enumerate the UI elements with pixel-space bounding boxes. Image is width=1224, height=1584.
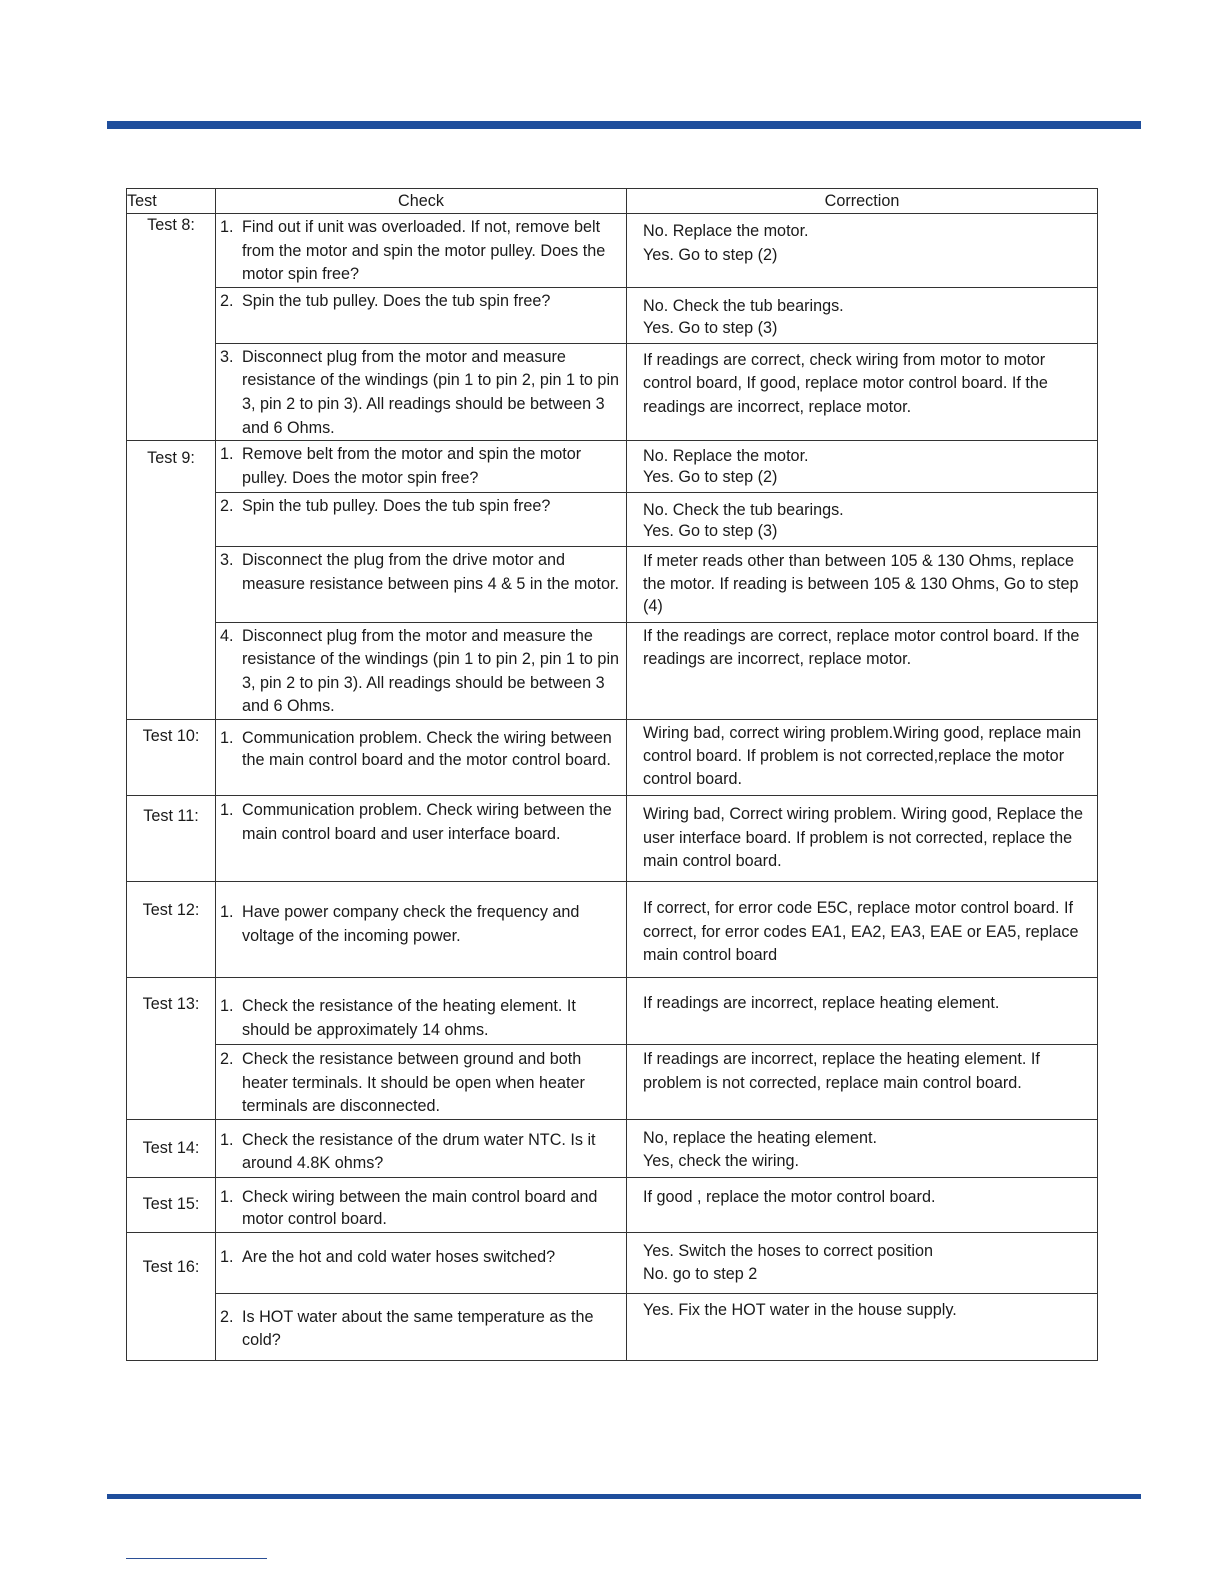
test-label: Test 10: [127, 720, 216, 796]
troubleshooting-table [126, 188, 1098, 1361]
correction-line: Wiring bad, correct wiring problem.Wiring good, replace main control board. If problem is not corrected,replace the motor control board. [643, 724, 1082, 789]
correction-cell [627, 882, 1098, 978]
table-row [127, 214, 1098, 288]
step-number: 4. [220, 626, 234, 645]
correction-cell [627, 214, 1098, 288]
correction-line: Wiring bad, Correct wiring problem. Wiring good, Replace the user interface board. If problem is not corrected, replace the main control board. [643, 805, 1083, 871]
check-text: Check the resistance of the drum water NTC. Is it around 4.8K ohms? [242, 1130, 596, 1172]
test-label: Test 13: [127, 978, 216, 1120]
check-text: Disconnect plug from the motor and measure resistance of the windings (pin 1 to pin 2, pin 1 to pin 3, pin 2 to pin 3). All readings should be between 3 and 6 Ohms. [242, 347, 620, 437]
check-cell [216, 441, 627, 493]
check-text: Spin the tub pulley. Does the tub spin free? [242, 291, 551, 310]
check-text: Are the hot and cold water hoses switched? [242, 1247, 556, 1266]
check-cell [216, 287, 627, 343]
step-number: 1. [220, 801, 234, 820]
table-row [127, 796, 1098, 882]
check-text: Communication problem. Check wiring between the main control board and user interface board. [242, 801, 612, 843]
check-text: Spin the tub pulley. Does the tub spin free? [242, 497, 551, 516]
table-row [127, 1119, 1098, 1177]
correction-cell [627, 1293, 1098, 1360]
correction-line: If readings are incorrect, replace heating element. [643, 994, 1000, 1013]
header-check: Check [216, 189, 627, 214]
correction-line: No. Check the tub bearings. Yes. Go to step (3) [643, 501, 844, 541]
table-row [127, 978, 1098, 1045]
check-cell [216, 1119, 627, 1177]
header-test: Test [127, 189, 216, 214]
check-text: Find out if unit was overloaded. If not, remove belt from the motor and spin the motor pulley. Does the motor spin free? [242, 218, 606, 284]
table-row [127, 547, 1098, 623]
correction-line: No, replace the heating element. Yes, check the wiring. [643, 1128, 877, 1170]
check-text: Communication problem. Check the wiring between the main control board and the motor control board. [242, 729, 612, 770]
correction-cell [627, 441, 1098, 493]
table-header-row [127, 189, 1098, 214]
step-number: 2. [220, 497, 234, 516]
test-label: Test 16: [127, 1232, 216, 1360]
correction-line: If readings are correct, check wiring from motor to motor control board, If good, replace motor control board. If the readings are incorrect, replace motor. [643, 350, 1048, 416]
step-number: 1. [220, 445, 234, 464]
test-label: Test 9: [127, 441, 216, 720]
correction-cell [627, 1232, 1098, 1293]
check-cell [216, 214, 627, 288]
check-cell [216, 1293, 627, 1360]
check-text: Check the resistance between ground and both heater terminals. It should be open when heater terminals are disconnected. [242, 1050, 585, 1116]
correction-line: No. Check the tub bearings. Yes. Go to step (3) [643, 296, 844, 337]
footer-underline [126, 1558, 267, 1559]
table-row [127, 622, 1098, 719]
test-label: Test 8: [127, 214, 216, 441]
step-number: 1. [220, 729, 234, 748]
correction-line: Yes. Switch the hoses to correct position No. go to step 2 [643, 1241, 934, 1284]
check-cell [216, 493, 627, 547]
check-text: Remove belt from the motor and spin the motor pulley. Does the motor spin free? [242, 445, 582, 487]
check-cell [216, 720, 627, 796]
check-cell [216, 978, 627, 1045]
correction-cell [627, 1177, 1098, 1232]
correction-line: Yes. Fix the HOT water in the house supply. [643, 1300, 957, 1319]
check-text: Is HOT water about the same temperature as the cold? [242, 1307, 594, 1350]
correction-cell [627, 720, 1098, 796]
correction-cell [627, 622, 1098, 719]
step-number: 1. [220, 1187, 234, 1206]
table-row [127, 441, 1098, 493]
correction-line: If readings are incorrect, replace the heating element. If problem is not corrected, replace main control board. [643, 1050, 1040, 1092]
correction-cell [627, 493, 1098, 547]
step-number: 2. [220, 1050, 234, 1069]
correction-line: If the readings are correct, replace motor control board. If the readings are incorrect, replace motor. [643, 626, 1080, 669]
correction-cell [627, 1119, 1098, 1177]
step-number: 1. [220, 997, 234, 1016]
test-label: Test 11: [127, 796, 216, 882]
step-number: 3. [220, 551, 234, 570]
correction-cell [627, 1045, 1098, 1120]
correction-cell [627, 796, 1098, 882]
check-cell [216, 622, 627, 719]
step-number: 1. [220, 903, 234, 922]
step-number: 1. [220, 1130, 234, 1149]
correction-cell [627, 287, 1098, 343]
table-row [127, 882, 1098, 978]
correction-line: If good , replace the motor control board. [643, 1187, 936, 1206]
check-text: Disconnect plug from the motor and measure the resistance of the windings (pin 1 to pin 2, pin 1 to pin 3, pin 2 to pin 3). All readings should be between 3 and 6 Ohms. [242, 626, 620, 716]
check-text: Disconnect the plug from the drive motor and measure resistance between pins 4 & 5 in the motor. [242, 551, 620, 593]
check-cell [216, 547, 627, 623]
check-text: Check the resistance of the heating element. It should be approximately 14 ohms. [242, 997, 576, 1039]
step-number: 3. [220, 347, 234, 366]
check-cell [216, 1177, 627, 1232]
correction-cell [627, 978, 1098, 1045]
table-row [127, 287, 1098, 343]
step-number: 1. [220, 218, 234, 236]
check-text: Have power company check the frequency and voltage of the incoming power. [242, 903, 580, 945]
table-row [127, 1293, 1098, 1360]
footer-rule [107, 1494, 1141, 1499]
check-cell [216, 796, 627, 882]
correction-cell [627, 547, 1098, 623]
check-cell [216, 343, 627, 440]
check-cell [216, 1232, 627, 1293]
table-row [127, 343, 1098, 440]
correction-line: If correct, for error code E5C, replace motor control board. If correct, for error codes EA1, EA2, EA3, EAE or EA5, replace main control board [643, 899, 1079, 965]
header-correction: Correction [627, 189, 1098, 214]
check-cell [216, 1045, 627, 1120]
table-row [127, 493, 1098, 547]
test-label: Test 15: [127, 1177, 216, 1232]
check-text: Check wiring between the main control board and motor control board. [242, 1187, 598, 1228]
step-number: 1. [220, 1247, 234, 1266]
correction-line: If meter reads other than between 105 & 130 Ohms, replace the motor. If reading is between 105 & 130 Ohms, Go to step (4) [643, 552, 1079, 616]
test-label: Test 12: [127, 882, 216, 978]
test-label: Test 14: [127, 1119, 216, 1177]
header-rule [107, 121, 1141, 129]
table-row [127, 1177, 1098, 1232]
table-row [127, 1045, 1098, 1120]
table-row [127, 720, 1098, 796]
correction-line: No. Replace the motor. Yes. Go to step (2) [643, 222, 809, 264]
check-cell [216, 882, 627, 978]
correction-cell [627, 343, 1098, 440]
correction-line: No. Replace the motor. Yes. Go to step (2) [643, 447, 809, 487]
table-row [127, 1232, 1098, 1293]
step-number: 2. [220, 1307, 234, 1326]
step-number: 2. [220, 291, 234, 310]
